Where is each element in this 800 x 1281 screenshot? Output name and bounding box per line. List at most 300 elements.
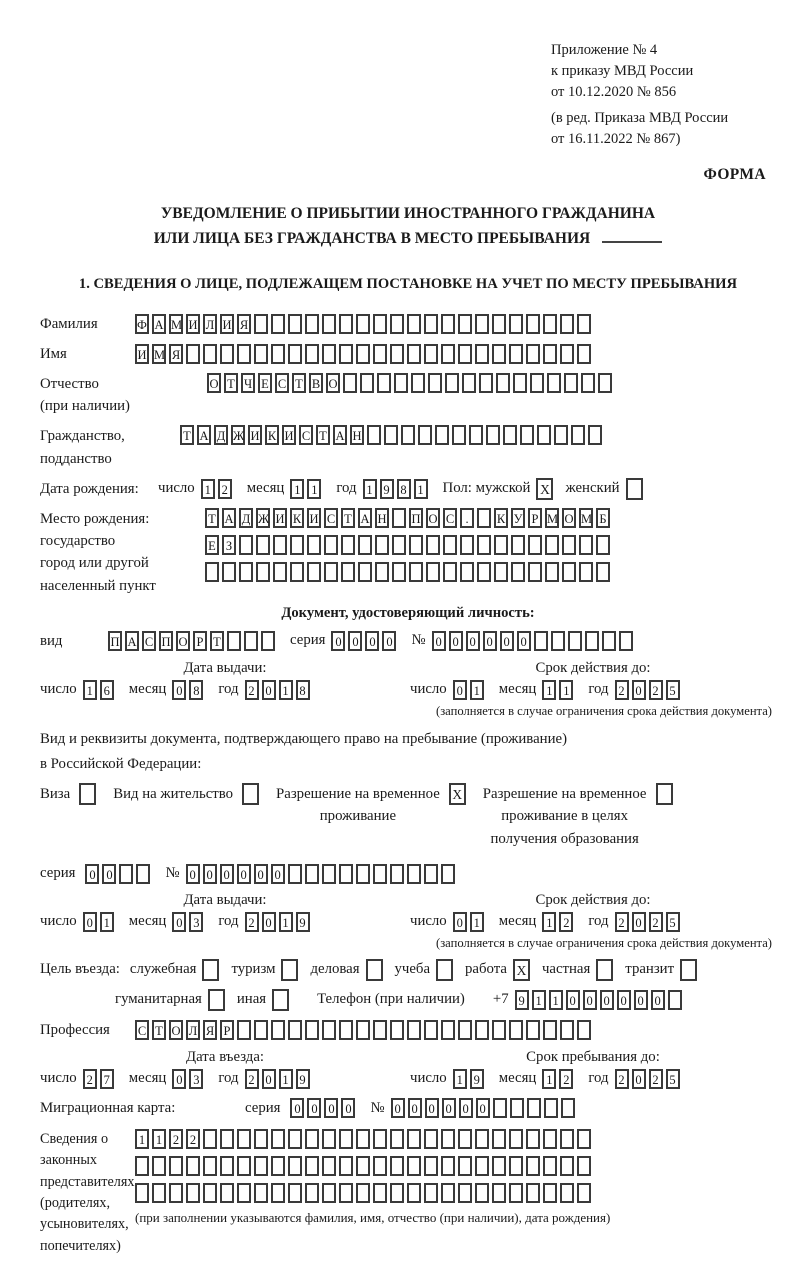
char-box: 9: [296, 912, 310, 932]
char-box: [585, 631, 599, 651]
day-label: число: [158, 480, 195, 497]
purpose-private-label: частная: [541, 961, 591, 978]
section1-heading: 1. СВЕДЕНИЯ О ЛИЦЕ, ПОДЛЕЖАЩЕМ ПОСТАНОВКЕ НА УЧЕТ ПО МЕСТУ ПРЕБЫВАНИЯ: [78, 275, 738, 292]
char-box: 0: [203, 864, 217, 884]
issue-date-header: Дата выдачи:: [183, 891, 267, 908]
char-box: [305, 1183, 319, 1203]
char-box: [426, 562, 440, 582]
char-box: 0: [220, 864, 234, 884]
entry-year-boxes: [245, 1069, 313, 1089]
valid-until-header: Срок действия до:: [535, 659, 651, 676]
temp-residence-label: Разрешение на временное проживание: [276, 786, 440, 825]
char-box: 1: [549, 990, 563, 1010]
doc-dates-row: [40, 680, 776, 700]
char-box: .: [460, 508, 474, 528]
char-box: Т: [292, 373, 306, 393]
char-box: [273, 562, 287, 582]
stay-year-boxes: [615, 1069, 683, 1089]
char-box: [288, 1183, 302, 1203]
char-box: [288, 1129, 302, 1149]
char-box: 6: [100, 680, 114, 700]
checkbox-purpose-transit: [680, 959, 697, 981]
char-box: [568, 631, 582, 651]
char-box: 2: [245, 912, 259, 932]
checkbox-visa: [79, 783, 96, 805]
char-box: [377, 373, 391, 393]
char-box: [598, 373, 612, 393]
char-box: 2: [559, 1069, 573, 1089]
char-box: С: [443, 508, 457, 528]
char-box: [510, 1098, 524, 1118]
char-box: 8: [189, 680, 203, 700]
char-box: [554, 425, 568, 445]
name-boxes: [135, 344, 594, 364]
char-box: 1: [453, 1069, 467, 1089]
char-box: [503, 425, 517, 445]
char-box: [534, 631, 548, 651]
char-box: [373, 1020, 387, 1040]
checkbox-temp-residence: X: [449, 783, 466, 805]
char-box: 1: [152, 1129, 166, 1149]
entry-dates-row: [40, 1069, 776, 1089]
char-box: [545, 562, 559, 582]
doc-issue-date: [40, 680, 410, 700]
profession-boxes: [135, 1020, 594, 1040]
purpose-study-label: учеба: [394, 961, 431, 978]
char-box: [254, 1183, 268, 1203]
citizenship-boxes: [180, 425, 605, 445]
birth-year-boxes: [363, 479, 431, 499]
char-box: [543, 1020, 557, 1040]
surname-label: Фамилия: [40, 315, 98, 332]
char-box: 8: [397, 479, 411, 499]
series-label: серия: [290, 632, 326, 649]
entry-date-headers: [40, 1049, 776, 1066]
char-box: [322, 1020, 336, 1040]
residence-valid-date: [410, 912, 683, 932]
entry-month-boxes: [172, 1069, 206, 1089]
char-box: [254, 344, 268, 364]
char-box: 0: [271, 864, 285, 884]
char-box: [424, 1129, 438, 1149]
char-box: С: [275, 373, 289, 393]
char-box: [494, 535, 508, 555]
char-box: [445, 373, 459, 393]
char-box: [324, 535, 338, 555]
char-box: [492, 1129, 506, 1149]
char-box: [373, 1129, 387, 1149]
migration-card-label: Миграционная карта:: [40, 1099, 176, 1116]
char-box: [341, 562, 355, 582]
char-box: [358, 562, 372, 582]
birthplace-row2-boxes: [205, 535, 613, 555]
residence-valid-year-boxes: [615, 912, 683, 932]
char-box: К: [494, 508, 508, 528]
char-box: [407, 1156, 421, 1176]
char-box: Р: [220, 1020, 234, 1040]
char-box: [220, 1183, 234, 1203]
char-box: [254, 1020, 268, 1040]
appendix-amendment-line: (в ред. Приказа МВД России: [551, 110, 729, 127]
char-box: [528, 562, 542, 582]
char-box: И: [186, 314, 200, 334]
char-box: [668, 990, 682, 1010]
char-box: [409, 535, 423, 555]
char-box: [392, 535, 406, 555]
char-box: 2: [649, 1069, 663, 1089]
char-box: [577, 1183, 591, 1203]
char-box: Е: [258, 373, 272, 393]
char-box: 0: [517, 631, 531, 651]
residence-doc-checkboxes: [40, 783, 776, 850]
char-box: [477, 508, 491, 528]
temp-residence-edu-label: Разрешение на временное проживание в целях получения образования: [482, 786, 647, 847]
year-label: год: [218, 681, 239, 698]
checkbox-purpose-business: [366, 959, 383, 981]
validity-note: (заполняется в случае ограничения срока действия документа): [436, 703, 772, 718]
char-box: [375, 535, 389, 555]
char-box: 2: [169, 1129, 183, 1149]
char-box: [577, 1156, 591, 1176]
char-box: [460, 562, 474, 582]
month-label: месяц: [128, 1070, 167, 1087]
char-box: [256, 535, 270, 555]
char-box: А: [358, 508, 372, 528]
phone-boxes: [515, 990, 685, 1010]
purpose-other-label: иная: [236, 991, 267, 1008]
migration-card-row: [40, 1097, 776, 1119]
char-box: [543, 1156, 557, 1176]
char-box: [407, 314, 421, 334]
patronymic-row: [40, 373, 776, 417]
char-box: [577, 1020, 591, 1040]
char-box: [390, 1020, 404, 1040]
char-box: 3: [189, 1069, 203, 1089]
char-box: 1: [363, 479, 377, 499]
char-box: [373, 1183, 387, 1203]
char-box: [426, 535, 440, 555]
char-box: [305, 1156, 319, 1176]
char-box: 9: [515, 990, 529, 1010]
char-box: [560, 314, 574, 334]
char-box: 2: [615, 912, 629, 932]
birthplace-row1-boxes: [205, 508, 613, 528]
char-box: [479, 373, 493, 393]
doc-issue-month-boxes: [172, 680, 206, 700]
char-box: [475, 1020, 489, 1040]
char-box: [530, 373, 544, 393]
char-box: 3: [189, 912, 203, 932]
checkbox-purpose-humanitarian: [208, 989, 225, 1011]
char-box: [339, 1020, 353, 1040]
char-box: [537, 425, 551, 445]
char-box: 0: [453, 912, 467, 932]
char-box: 1: [542, 1069, 556, 1089]
char-box: [375, 562, 389, 582]
char-box: [367, 425, 381, 445]
day-label: число: [40, 913, 77, 930]
month-label: месяц: [246, 480, 285, 497]
char-box: [441, 1183, 455, 1203]
residence-permit-group: [113, 783, 259, 805]
residence-number-boxes: [186, 864, 458, 884]
char-box: О: [207, 373, 221, 393]
char-box: И: [135, 344, 149, 364]
char-box: [392, 562, 406, 582]
char-box: 0: [262, 680, 276, 700]
char-box: [290, 535, 304, 555]
char-box: [492, 1020, 506, 1040]
char-box: [528, 535, 542, 555]
char-box: [562, 535, 576, 555]
char-box: [135, 1183, 149, 1203]
char-box: [475, 314, 489, 334]
char-box: 1: [542, 912, 556, 932]
year-label: год: [588, 1070, 609, 1087]
residence-issue-month-boxes: [172, 912, 206, 932]
char-box: [288, 314, 302, 334]
char-box: 0: [324, 1098, 338, 1118]
char-box: [288, 1020, 302, 1040]
char-box: [322, 864, 336, 884]
title-blank-line: [602, 231, 662, 243]
char-box: 2: [615, 1069, 629, 1089]
char-box: П: [159, 631, 173, 651]
representatives-row: [40, 1129, 776, 1257]
residence-issue-year-boxes: [245, 912, 313, 932]
month-label: месяц: [498, 1070, 537, 1087]
char-box: 1: [532, 990, 546, 1010]
char-box: [339, 1183, 353, 1203]
char-box: 0: [382, 631, 396, 651]
char-box: [322, 1183, 336, 1203]
char-box: [288, 344, 302, 364]
char-box: П: [409, 508, 423, 528]
char-box: [271, 1183, 285, 1203]
char-box: [339, 1156, 353, 1176]
char-box: [543, 1129, 557, 1149]
char-box: 0: [600, 990, 614, 1010]
char-box: [373, 1156, 387, 1176]
temp-residence-edu-group: [483, 783, 673, 850]
residence-series-row: [40, 864, 776, 884]
purpose-official-label: служебная: [129, 961, 197, 978]
char-box: [356, 314, 370, 334]
char-box: 0: [341, 1098, 355, 1118]
char-box: 0: [262, 1069, 276, 1089]
doc-kind-label: вид: [40, 632, 63, 649]
name-row: [40, 343, 776, 365]
form-word: ФОРМА: [703, 166, 766, 184]
checkbox-residence-permit: [242, 783, 259, 805]
char-box: Я: [203, 1020, 217, 1040]
char-box: [135, 1156, 149, 1176]
char-box: 0: [476, 1098, 490, 1118]
char-box: [288, 864, 302, 884]
char-box: [384, 425, 398, 445]
char-box: 0: [365, 631, 379, 651]
char-box: [526, 1020, 540, 1040]
char-box: [205, 562, 219, 582]
char-box: [341, 535, 355, 555]
char-box: 0: [442, 1098, 456, 1118]
purpose-work-label: работа: [465, 961, 507, 978]
migration-series-boxes: [290, 1098, 358, 1118]
representatives-note: (при заполнении указываются фамилия, имя, отчество (при наличии), дата рождения): [135, 1210, 611, 1226]
char-box: [390, 1129, 404, 1149]
series-label: серия: [40, 865, 76, 882]
char-box: К: [290, 508, 304, 528]
char-box: [356, 1020, 370, 1040]
char-box: Д: [214, 425, 228, 445]
char-box: 0: [632, 1069, 646, 1089]
char-box: [356, 344, 370, 364]
char-box: [407, 1129, 421, 1149]
char-box: [596, 535, 610, 555]
checkbox-purpose-work: X: [513, 959, 530, 981]
char-box: М: [152, 344, 166, 364]
char-box: [222, 562, 236, 582]
char-box: [271, 314, 285, 334]
checkbox-purpose-private: [596, 959, 613, 981]
char-box: [152, 1183, 166, 1203]
char-box: 5: [666, 1069, 680, 1089]
char-box: [441, 1129, 455, 1149]
char-box: 0: [500, 631, 514, 651]
visa-group: [40, 783, 96, 805]
char-box: Б: [596, 508, 610, 528]
char-box: Т: [180, 425, 194, 445]
char-box: 0: [634, 990, 648, 1010]
appendix-line: от 10.12.2020 № 856: [551, 84, 677, 101]
residence-dates-row: [40, 912, 776, 932]
char-box: [322, 344, 336, 364]
char-box: [392, 508, 406, 528]
char-box: [254, 1156, 268, 1176]
representatives-row3-boxes: [135, 1183, 610, 1203]
char-box: [602, 631, 616, 651]
char-box: О: [169, 1020, 183, 1040]
char-box: 0: [483, 631, 497, 651]
char-box: [203, 1183, 217, 1203]
form-title: [40, 202, 776, 252]
char-box: [562, 562, 576, 582]
char-box: 0: [85, 864, 99, 884]
char-box: [493, 1098, 507, 1118]
char-box: [486, 425, 500, 445]
day-label: число: [40, 681, 77, 698]
month-label: месяц: [498, 681, 537, 698]
year-label: год: [218, 1070, 239, 1087]
appendix-line: к приказу МВД России: [551, 63, 694, 80]
char-box: [407, 344, 421, 364]
day-label: число: [410, 913, 447, 930]
char-box: Т: [224, 373, 238, 393]
day-label: число: [410, 681, 447, 698]
char-box: 0: [254, 864, 268, 884]
char-box: Т: [210, 631, 224, 651]
char-box: [492, 1183, 506, 1203]
validity-note: (заполняется в случае ограничения срока действия документа): [436, 935, 772, 950]
char-box: 5: [666, 912, 680, 932]
char-box: [271, 1020, 285, 1040]
char-box: 1: [83, 680, 97, 700]
char-box: [511, 535, 525, 555]
char-box: [424, 1020, 438, 1040]
char-box: [409, 562, 423, 582]
char-box: [424, 1183, 438, 1203]
migration-number-boxes: [391, 1098, 578, 1118]
char-box: [543, 344, 557, 364]
char-box: [496, 373, 510, 393]
char-box: [581, 373, 595, 393]
char-box: [220, 1156, 234, 1176]
char-box: [509, 314, 523, 334]
char-box: М: [545, 508, 559, 528]
purpose-business-label: деловая: [310, 961, 360, 978]
temp-residence-group: [276, 783, 466, 827]
purpose-humanitarian-label: гуманитарная: [115, 991, 202, 1008]
char-box: И: [273, 508, 287, 528]
doc-valid-date: [410, 680, 683, 700]
representatives-label: Сведения о законных представителях (родителях, усыновителях, попечителях): [40, 1131, 135, 1254]
citizenship-label: Гражданство, подданство: [40, 428, 125, 467]
char-box: 0: [172, 1069, 186, 1089]
birth-date-label: Дата рождения:: [40, 480, 139, 497]
surname-row: [40, 313, 776, 335]
entry-date-header: Дата въезда:: [186, 1048, 264, 1065]
char-box: О: [426, 508, 440, 528]
doc-kind-row: [40, 630, 776, 652]
representatives-row1-boxes: [135, 1129, 610, 1149]
patronymic-note: (при наличии): [40, 398, 130, 415]
char-box: [322, 1129, 336, 1149]
char-box: [596, 562, 610, 582]
char-box: [424, 1156, 438, 1176]
char-box: 1: [470, 680, 484, 700]
char-box: Ф: [135, 314, 149, 334]
char-box: П: [108, 631, 122, 651]
checkbox-temp-residence-edu: [656, 783, 673, 805]
char-box: 9: [296, 1069, 310, 1089]
char-box: [509, 1129, 523, 1149]
doc-valid-day-boxes: [453, 680, 487, 700]
char-box: 0: [237, 864, 251, 884]
char-box: 2: [559, 912, 573, 932]
char-box: [526, 314, 540, 334]
char-box: [544, 1098, 558, 1118]
char-box: [460, 535, 474, 555]
char-box: 2: [83, 1069, 97, 1089]
year-label: год: [588, 681, 609, 698]
char-box: К: [265, 425, 279, 445]
char-box: [271, 1129, 285, 1149]
char-box: [560, 1020, 574, 1040]
char-box: [435, 425, 449, 445]
char-box: Л: [203, 314, 217, 334]
residence-series-boxes: [85, 864, 153, 884]
char-box: [186, 344, 200, 364]
char-box: [261, 631, 275, 651]
char-box: [547, 373, 561, 393]
birthplace-row3-boxes: [205, 562, 613, 582]
char-box: [339, 1129, 353, 1149]
number-label: №: [370, 1099, 385, 1116]
char-box: [526, 1156, 540, 1176]
char-box: [244, 631, 258, 651]
char-box: 0: [172, 680, 186, 700]
char-box: О: [326, 373, 340, 393]
